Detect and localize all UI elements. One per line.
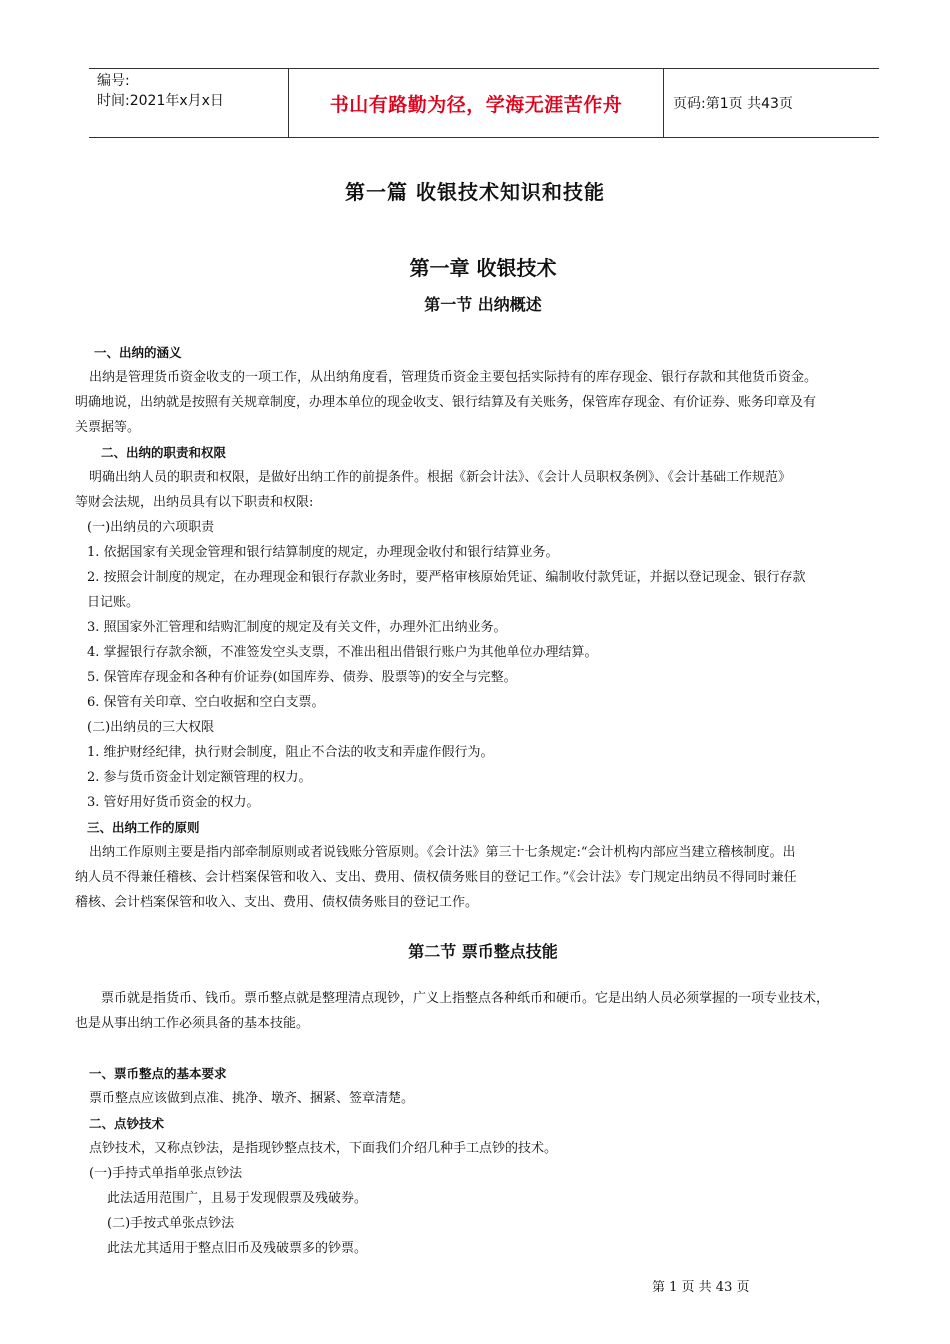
text-line: (一)手持式单指单张点钞法 (89, 1166, 243, 1181)
section2-paragraph (75, 986, 901, 1036)
text-line: 出纳工作原则主要是指内部牵制原则或者说钱账分管原则。《会计法》第三十七条规定:“会计机构内部应当建立稽核制度。出 (89, 845, 796, 860)
section1-body (75, 340, 901, 915)
text-line: 3. 照国家外汇管理和结购汇制度的规定及有关文件，办理外汇出纳业务。 (87, 620, 507, 635)
text-line: 6. 保管有关印章、空白收据和空白支票。 (87, 695, 325, 710)
page-footer: 第 1 页 共 43 页 (652, 1280, 750, 1295)
time-label: 时间:2021年x月x日 (97, 93, 224, 109)
text-line: 此法适用范围广，且易于发现假票及残破券。 (107, 1191, 368, 1206)
section-heading: 二、点钞技术 (89, 1116, 165, 1131)
page-label: 页码:第1页 共43页 (673, 96, 793, 112)
section2-body (89, 1061, 901, 1261)
section2-title: 第二节 票币整点技能 (408, 942, 558, 961)
text-line: 日记账。 (87, 595, 140, 610)
text-line: (一)出纳员的六项职责 (87, 520, 215, 535)
text-line: (二)出纳员的三大权限 (87, 720, 215, 735)
text-line: 票币就是指货币、钱币。票币整点就是整理清点现钞，广义上指整点各种纸币和硬币。它是出纳人员必须掌握的一项专业技术， (101, 991, 830, 1006)
text-line: 也是从事出纳工作必须具备的基本技能。 (75, 1016, 310, 1031)
section-heading: 二、出纳的职责和权限 (101, 445, 227, 460)
number-label: 编号: (97, 73, 130, 89)
text-line: 5. 保管库存现金和各种有价证券(如国库券、债券、股票等)的安全与完整。 (87, 670, 517, 685)
text-line: 关票据等。 (75, 420, 141, 435)
text-line: 1. 依据国家有关现金管理和银行结算制度的规定，办理现金收付和银行结算业务。 (87, 545, 559, 560)
section1-title: 第一节 出纳概述 (424, 295, 542, 314)
text-line: 稽核、会计档案保管和收入、支出、费用、债权债务账目的登记工作。 (75, 895, 479, 910)
section-heading: 三、出纳工作的原则 (87, 820, 200, 835)
text-line: 此法尤其适用于整点旧币及残破票多的钞票。 (107, 1241, 368, 1256)
text-line: 等财会法规，出纳员具有以下职责和权限: (75, 495, 314, 510)
text-line: 1. 维护财经纪律，执行财会制度，阻止不合法的收支和弄虚作假行为。 (87, 745, 494, 760)
text-line: 2. 参与货币资金计划定额管理的权力。 (87, 770, 312, 785)
chapter-title: 第一章 收银技术 (409, 256, 557, 280)
motto: 书山有路勤为径，学海无涯苦作舟 (289, 69, 664, 137)
header-table (89, 68, 879, 138)
text-line: (二)手按式单张点钞法 (107, 1216, 235, 1231)
text-line: 纳人员不得兼任稽核、会计档案保管和收入、支出、费用、债权债务账目的登记工作。”《会计法》专门规定出纳员不得同时兼任 (75, 870, 797, 885)
text-line: 点钞技术，又称点钞法，是指现钞整点技术，下面我们介绍几种手工点钞的技术。 (89, 1141, 558, 1156)
section-heading: 一、出纳的涵义 (94, 345, 182, 360)
section-heading: 一、票币整点的基本要求 (89, 1066, 227, 1081)
text-line: 票币整点应该做到点准、挑净、墩齐、捆紧、签章清楚。 (89, 1091, 415, 1106)
text-line: 明确地说，出纳就是按照有关规章制度，办理本单位的现金收支、银行结算及有关账务，保管库存现金、有价证券、账务印章及有 (75, 395, 817, 410)
text-line: 明确出纳人员的职责和权限，是做好出纳工作的前提条件。根据《新会计法》、《会计人员职权条例》、《会计基础工作规范》 (89, 470, 792, 485)
text-line: 出纳是管理货币资金收支的一项工作，从出纳角度看，管理货币资金主要包括实际持有的库存现金、银行存款和其他货币资金。 (89, 370, 818, 385)
text-line: 4. 掌握银行存款余额，不准签发空头支票，不准出租出借银行账户为其他单位办理结算。 (87, 645, 598, 660)
part-title: 第一篇 收银技术知识和技能 (345, 180, 605, 204)
text-line: 2. 按照会计制度的规定，在办理现金和银行存款业务时，要严格审核原始凭证、编制收付款凭证，并据以登记现金、银行存款 (87, 570, 806, 585)
text-line: 3. 管好用好货币资金的权力。 (87, 795, 260, 810)
header-left-cell (89, 69, 289, 137)
